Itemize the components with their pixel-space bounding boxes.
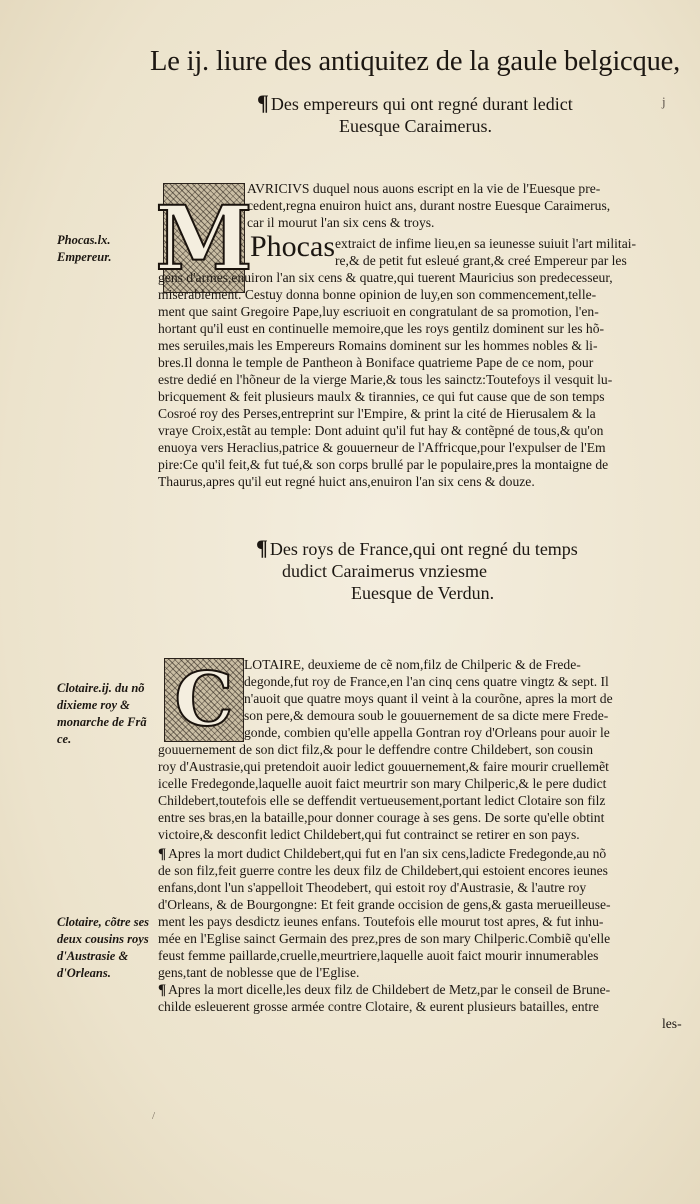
heading-line: Euesque Caraimerus. [339, 116, 492, 136]
drop-cap-letter: C [174, 657, 234, 743]
text-line: mée en l'Eglise sainct Germain des prez,pres de son mary Chilperic.Combiẽ qu'elle [158, 931, 611, 946]
text-line-content: Apres la mort dicelle,les deux filz de Childebert de Metz,par le conseil de Brune- [168, 982, 611, 997]
text-line: gens d'armes,enuiron l'an six cens & quatre,qui tuerent Mauricius son predecesseur, [158, 270, 613, 285]
text-line [158, 981, 610, 999]
catchword: les- [662, 1016, 682, 1031]
text-line: gouuernement de son dict filz,& pour le deffendre contre Childebert, son cousin [158, 742, 593, 757]
heading-line: Des roys de France,qui ont regné du temps [269, 539, 578, 559]
section-heading-emperors [257, 92, 573, 137]
text-line: AVRICIVS duquel nous auons escript en la vie de l'Euesque pre- [247, 181, 601, 196]
heading-line: dudict Caraimerus vnziesme [282, 561, 487, 581]
drop-cap-c [164, 658, 244, 742]
phocas-large-name: Phocas [250, 230, 335, 263]
text-line: pire:Ce qu'il feit,& fut tué,& son corps brullé par le populaire,pres la montaigne de [158, 457, 609, 472]
pilcrow-icon: ¶ [158, 846, 167, 862]
margin-note-phocas: Phocas.lx. Empereur. [57, 233, 112, 264]
pilcrow-icon: ¶ [158, 982, 167, 998]
text-line: enuoya vers Heraclius,patrice & gouuerneur de l'Affricque,pour l'expulser de l'Em [158, 440, 606, 455]
text-line: bres.Il donna le temple de Pantheon à Boniface quatrieme Pape de ce nom, pour [158, 355, 594, 370]
text-line: feust femme paillarde,cruelle,meurtriere,laquelle auoit faict mourir innumerables [158, 948, 599, 963]
text-line [158, 845, 606, 863]
text-line: gens,tant de noblesse que de l'Eglise. [158, 965, 360, 980]
pilcrow-icon: ¶ [256, 535, 268, 560]
text-line: gonde, combien qu'elle appella Gontran roy d'Orleans pour auoir le [244, 725, 610, 740]
text-line: vraye Croix,estãt au temple: Dont aduint qu'il fut hay & contẽpné de tous,& qu'on [158, 423, 604, 438]
text-line: n'auoit que quatre moys quant il veint à la courõne, apres la mort de [244, 691, 613, 706]
text-line: ment les pays desdictz ieunes enfans. Toutefois elle mourut tost apres, & fut inhu- [158, 914, 604, 929]
folio-mark: j [662, 94, 666, 109]
text-line: LOTAIRE, deuxieme de cẽ nom,filz de Chilperic & de Frede- [244, 657, 581, 672]
text-line: Cosroé roy des Perses,entreprint sur l'Empire, & print la cité de Hierusalem & la [158, 406, 596, 421]
text-line: miserablement. Cestuy donna bonne opinion de luy,en son commencement,telle- [158, 287, 597, 302]
text-line: icelle Fredegonde,laquelle auoit faict meurtrir son mary Chilperic,& le pere dudict [158, 776, 607, 791]
text-line: victoire,& desconfit ledict Childebert,qui fut contrainct se retirer en son pays. [158, 827, 580, 842]
text-line: de son filz,feit guerre contre les deux filz de Childebert,qui estoient encores ieunes [158, 863, 608, 878]
text-line: hortant qu'il eust en continuelle memoire,que les roys gentilz dominent sur les hõ- [158, 321, 605, 336]
text-line: estre dedié en l'hõneur de la vierge Marie,& tous les sainctz:Toutefoys il vesquit lu- [158, 372, 613, 387]
section-heading-kings [256, 537, 578, 604]
text-line-content: Apres la mort dudict Childebert,qui fut en l'an six cens,ladicte Fredegonde,au nõ [168, 846, 607, 861]
text-line: re,& de petit fut esleué grant,& creé Empereur par les [335, 253, 627, 268]
text-line: cedent,regna enuiron huict ans, durant nostre Euesque Caraimerus, [247, 198, 611, 213]
running-title: Le ij. liure des antiquitez de la gaule belgicque, [150, 45, 681, 77]
ink-smudge: / [152, 1110, 156, 1122]
text-line: Thaurus,apres qu'il eut regné huict ans,enuiron l'an six cens & douze. [158, 474, 535, 489]
text-line: ment que saint Gregoire Pape,luy escriuoit en congratulant de sa promotion, l'en- [158, 304, 599, 319]
drop-cap-letter: M [155, 186, 253, 290]
text-line: son pere,& demoura soub le gouuernement de sa dicte mere Frede- [244, 708, 609, 723]
text-line: Childebert,toutefois elle se deffendit vertueusement,portant ledict Clotaire son filz [158, 793, 606, 808]
text-line: car il mourut l'an six cens & troys. [247, 215, 435, 230]
text-line: extraict de infime lieu,en sa ieunesse suiuit l'art militai- [335, 236, 637, 251]
pilcrow-icon: ¶ [257, 90, 269, 115]
heading-line: Euesque de Verdun. [351, 583, 495, 603]
text-line: mes seruiles,mais les Empereurs Romains dominent sur les hommes nobles & li- [158, 338, 598, 353]
margin-note-clotaire: Clotaire.ij. du nõ dixieme roy & monarche de Frã ce. [57, 681, 147, 746]
text-line: d'Orleans, & de Bourgongne: Et feit grande occision de gens,& gasta merueilleuse- [158, 897, 611, 912]
text-line: degonde,fut roy de France,en l'an cinq cens quatre vingtz & sept. Il [244, 674, 609, 689]
margin-note-clotaire-cousins: Clotaire, cõtre ses deux cousins roys d'Austrasie & d'Orleans. [57, 915, 150, 980]
text-line: childe esleuerent grosse armée contre Clotaire, & eurent plusieurs batailles, entre [158, 999, 599, 1014]
heading-line: Des empereurs qui ont regné durant ledict [270, 94, 573, 114]
text-line: roy d'Austrasie,qui pretendoit auoir ledict gouuernement,& faire mourir cruellemẽt [158, 759, 609, 774]
text-line: enfans,dont l'un s'appelloit Theodebert, qui estoit roy d'Austrasie, & l'autre roy [158, 880, 587, 895]
text-line: bricquement & feit plusieurs maulx & tirannies, ce qui fut cause que de son temps [158, 389, 605, 404]
text-line: entre ses bras,en la bataille,pour donner courage à ses gens. De sorte qu'elle obtint [158, 810, 605, 825]
